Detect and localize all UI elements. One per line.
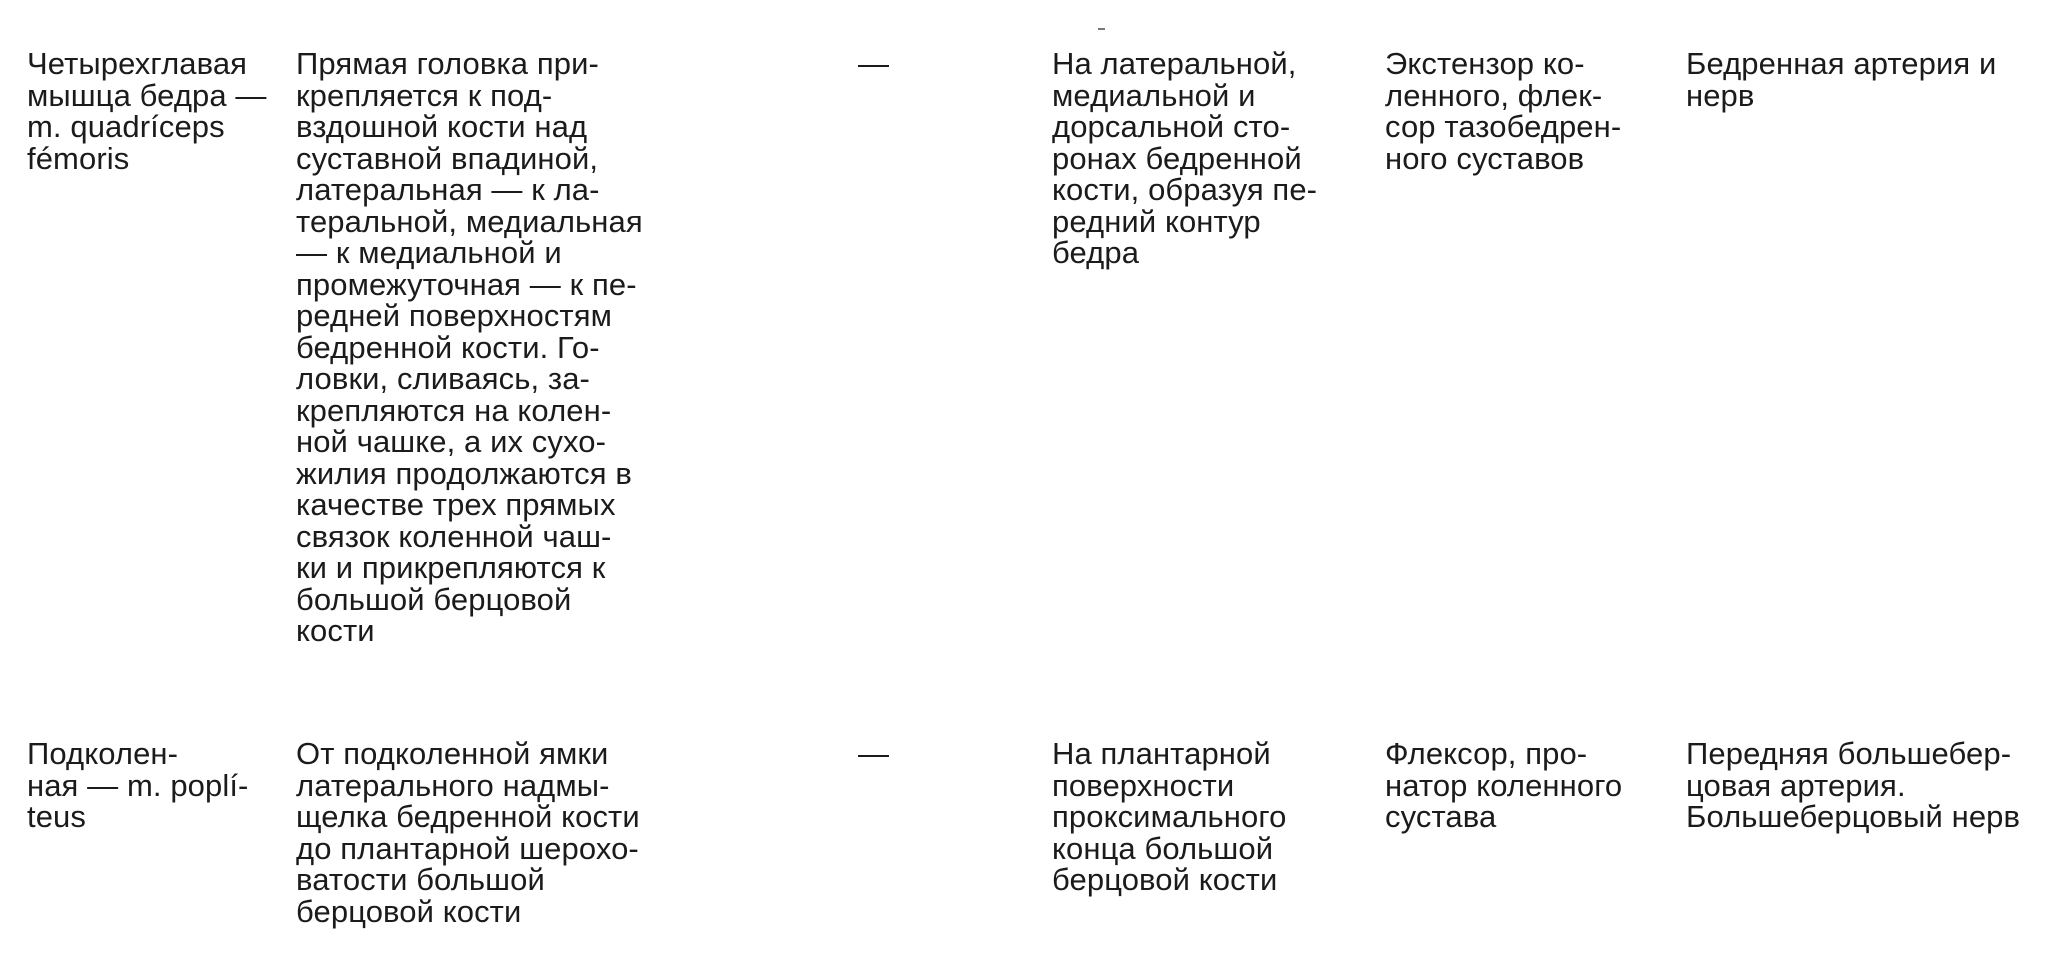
supply-popliteus: Передняя большебер- цовая артерия. Большеберцовый нерв bbox=[1686, 736, 2021, 834]
muscle-name-quadriceps: Четырехглавая мышца бедра — m. quadríceps fémoris bbox=[27, 46, 267, 176]
supply-quadriceps: Бедренная артерия и нерв bbox=[1686, 46, 1997, 113]
print-speck bbox=[1098, 28, 1105, 30]
muscle-name-popliteus: Подколен- ная — m. poplí- teus bbox=[27, 736, 249, 834]
position-popliteus: На плантарной поверхности проксимального конца большой берцовой кости bbox=[1052, 736, 1287, 897]
position-quadriceps: На латеральной, медиальной и дорсальной сто- ронах бедренной кости, образуя пе- редний контур бедра bbox=[1052, 46, 1318, 270]
empty-dash-popliteus: — bbox=[858, 736, 889, 771]
attachment-quadriceps: Прямая головка при- крепляется к под- вздошной кости над суставной впадиной, латеральная — к ла- теральной, медиальная — к медиальной и промежуточная — к пе- редней поверхностям бедренной кости. Го- ловки, сливаясь, за- крепляются на колен- ной чашке, а их сухо- жилия продолжаются в качестве трех прямых связок коленной чаш- ки и прикрепляются к большой берцовой кости bbox=[296, 46, 643, 648]
function-popliteus: Флексор, про- натор коленного сустава bbox=[1385, 736, 1623, 834]
empty-dash-quadriceps: — bbox=[858, 46, 889, 81]
function-quadriceps: Экстензор ко- ленного, флек- сор тазобедрен- ного суставов bbox=[1385, 46, 1622, 176]
attachment-popliteus: От подколенной ямки латерального надмы- щелка бедренной кости до плантарной шерохо- ватости большой берцовой кости bbox=[296, 736, 640, 929]
